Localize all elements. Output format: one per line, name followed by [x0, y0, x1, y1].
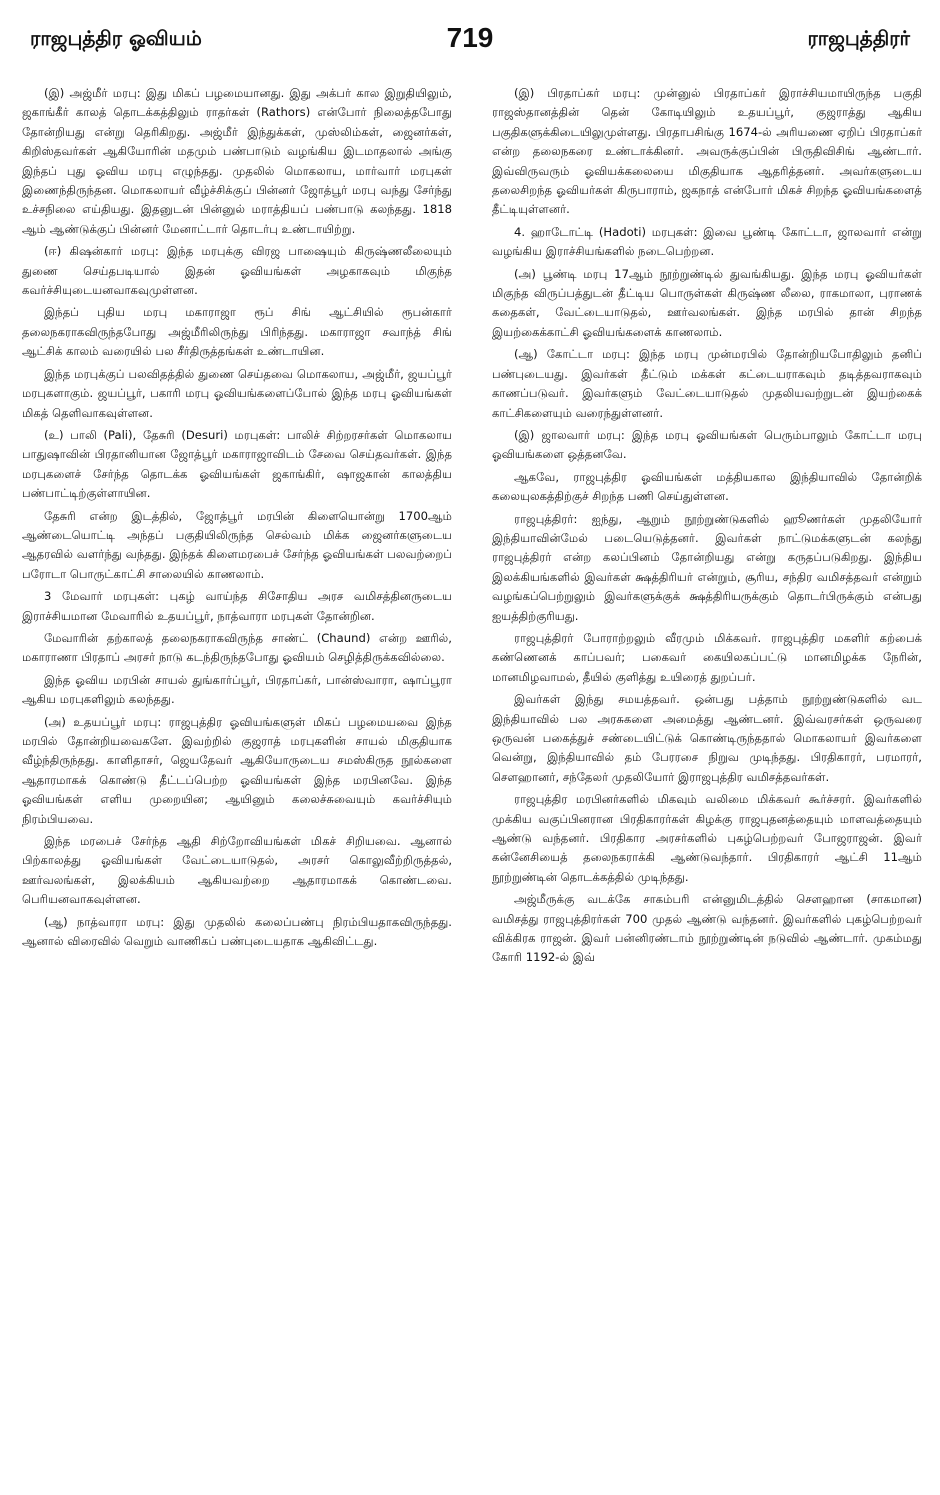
- paragraph: ராஜபுத்திரர் போராற்றலும் வீரமும் மிக்கவர். ராஜபுத்திர மகளிர் கற்பைக் கண்ணெனக் காப்பவர்; பகைவர் கையிலகப்பட்டு மானமிழக்க நேரின், மானமிழவாமல், தீயில் குளித்து உயிரைத் துறப்பர்.: [492, 630, 922, 684]
- running-title-left: ராஜபுத்திர ஓவியம்: [30, 26, 202, 50]
- paragraph: (உ) பாலி (Pali), தேசுரி (Desuri) மரபுகள்: பாலிச் சிற்றரசர்கள் மொகலாய பாதுஷாவின் பிரதானியான ஜோத்பூர் மகாராஜாவிடம் சேவை செய்தவர்கள். இந்த மரபுகளைச் சேர்ந்த தொடக்க ஓவியங்கள் ஜகாங்கிர், ஷாஜகான் காலத்திய பண்பாட்டிற்குள்ளாயின.: [22, 427, 452, 501]
- running-title-right: ராஜபுத்திரர்: [807, 26, 910, 50]
- paragraph: (அ) உதயப்பூர் மரபு: ராஜபுத்திர ஓவியங்களுள் மிகப் பழமையவை இந்த மரபில் தோன்றியவைகளே. இவற்றில் குஜராத் மரபுகளின் சாயல் மிகுதியாக வீழ்ந்திருந்தது. காளிதாசர், ஜெயதேவர் ஆகியோருடைய சமஸ்கிருத நூல்களை ஆதாரமாகக் கொண்டு தீட்டப்பெற்ற ஓவியங்கள் இந்த மரபினவே. இந்த ஓவியங்கள் எளிய முறையின; ஆயினும் கலைச்சுவையும் கவர்ச்சியும் நிரம்பியவை.: [22, 714, 452, 826]
- entry-paragraph: ராஜபுத்திரர்: ஐந்து, ஆறும் நூற்றுண்டுகளில் ஹூணர்கள் முதலியோர் இந்தியாவின்மேல் படையெடுத்தனர். இவர்கள் நாட்டுமக்களுடன் கலந்து ராஜபுத்திரர் என்ற கலப்பினம் தோன்றியது என்று கருதப்படுகிறது. இந்திய இலக்கியங்களில் இவர்கள் க்ஷத்திரியர் என்றும், சூரிய, சந்திர வமிசத்தவர் என்றும் வழங்கப்பெற்றுலும் இவர்களுக்குக் க்ஷத்திரியருக்கும் தொடர்பிருக்கும் என்பது ஐயத்திற்குரியது.: [492, 511, 922, 623]
- paragraph: இந்த மரபைச் சேர்ந்த ஆதி சிற்றோவியங்கள் மிகச் சிறியவை. ஆனால் பிற்காலத்து ஓவியங்கள் வேட்டையாடுதல், அரசர் கொலுவீற்றிருத்தல், ஊர்வலங்கள், இலக்கியம் ஆகியவற்றை ஆதாரமாகக் கொண்டவை. பெரியனவாகவுள்ளன.: [22, 834, 452, 907]
- paragraph: (இ) அஜ்மீர் மரபு: இது மிகப் பழமையானது. இது அக்பர் கால இறுதியிலும், ஜகாங்கீர் காலத் தொடக்கத்திலும் ராதர்கள் (Rathors) என்போர் நிலைத்தபோது தோன்றியது என்று தெரிகிறது. அஜ்மீர் இந்துக்கள், முஸ்லிம்கள், ஜைனர்கள், கிறிஸ்தவர்கள் ஆகியோரின் மதமும் பண்பாடும் வழங்கிய இடமாதலால் அங்கு இந்தப் புது ஓவிய மரபு எழுந்தது. முதலில் மொகலாய, மார்வார் மரபுகள் இணைந்திருந்தன. மொகலாயர் வீழ்ச்சிக்குப் பின்னர் ஜோத்பூர் மரபு வந்து சேர்ந்து உச்சநிலை எய்தியது. இதனுடன் பின்னுல் மராத்தியப் பண்பாடு கலந்தது. 1818 ஆம் ஆண்டுக்குப் பின்னர் மேனாட்டார் தொடர்பு உண்டாயிற்று.: [22, 86, 452, 236]
- paragraph: இந்த மரபுக்குப் பலவிதத்தில் துணை செய்தவை மொகலாய, அஜ்மீர், ஜயப்பூர் மரபுகளாகும். ஜயப்பூர், பகாரி மரபு ஓவியங்களைப்போல் இந்த மரபு ஓவியங்கள் மிகத் தெளிவாகவுள்ளன.: [22, 366, 452, 420]
- paragraph: ராஜபுத்திர மரபினர்களில் மிகவும் வலிமை மிக்கவர் கூர்ச்சரர். இவர்களில் முக்கிய வகுப்பினரான பிரதிகாரர்கள் கிழக்கு ராஜபுதனத்தையும் மாளவத்தையும் ஆண்டு வந்தனர். பிரதிகார அரசர்களில் புகழ்பெற்றவர் போஜராஜன். இவர் கன்னேசியைத் தலைநகராக்கி ஆண்டுவந்தார். பிரதிகாரர் ஆட்சி 11ஆம் நூற்றுண்டின் தொடக்கத்தில் முடிந்தது.: [492, 792, 922, 884]
- page-header: [30, 22, 910, 56]
- paragraph: 3 மேவார் மரபுகள்: புகழ் வாய்ந்த சிசோதிய அரச வமிசத்தினருடைய இராச்சியமான மேவாரில் உதயப்பூர், நாத்வாரா மரபுகள் தோன்றின.: [22, 589, 452, 623]
- paragraph: (ஆ) நாத்வாரா மரபு: இது முதலில் கலைப்பண்பு நிரம்பியதாகவிருந்தது. ஆனால் விரைவில் வெறும் வாணிகப் பண்புடையதாக ஆகிவிட்டது.: [22, 914, 452, 949]
- paragraph: இந்தப் புதிய மரபு மகாராஜா ரூப் சிங் ஆட்சியில் ரூபன்கார் தலைநகராகவிருந்தபோது அஜ்மீரிலிருந்து பிரிந்தது. மகாராஜா சவாந்த் சிங் ஆட்சிக் காலம் வரையில் பல சீர்திருத்தங்கள் உண்டாயின.: [22, 305, 452, 359]
- paragraph: அஜ்மீருக்கு வடக்கே சாகம்பரி என்னுமிடத்தில் சௌஹான (சாகமான) வமிசத்து ராஜபுத்திரர்கள் 700 முதல் ஆண்டு வந்தனர். இவர்களில் புகழ்பெற்றவர் விக்கிரக ராஜன். இவர் பன்னிரண்டாம் நூற்றுண்டின் நடுவில் ஆண்டார். முகம்மது கோரி 1192-ல் இவ்: [492, 892, 922, 965]
- paragraph: 4. ஹாடோட்டி (Hadoti) மரபுகள்: இவை பூண்டி கோட்டா, ஜாலவார் என்று வழங்கிய இராச்சியங்களில் நடைபெற்றன.: [492, 224, 922, 259]
- right-column: [492, 84, 922, 1444]
- paragraph: மேவாரின் தற்காலத் தலைநகராகவிருந்த சாண்ட் (Chaund) என்ற ஊரில், மகாராணா பிரதாப் அரசர் நாடு கடந்திருந்தபோது ஓவியம் செழித்திருக்கவில்லை.: [22, 630, 452, 665]
- page-number: 719: [446, 22, 494, 53]
- paragraph: இந்த ஓவிய மரபின் சாயல் துங்கார்ப்பூர், பிரதாப்கர், பான்ஸ்வாரா, ஷாப்பூரா ஆகிய மரபுகளிலும் கலந்தது.: [22, 672, 452, 707]
- paragraph: ஆகவே, ராஜபுத்திர ஓவியங்கள் மத்தியகால இந்தியாவில் தோன்றிக் கலையுலகத்திற்குச் சிறந்த பணி செய்துள்ளன.: [492, 469, 922, 504]
- left-column: [22, 84, 452, 1444]
- paragraph: (இ) பிரதாப்கர் மரபு: முன்னுல் பிரதாப்கர் இராச்சியமாயிருந்த பகுதி ராஜஸ்தானத்தின் தென் கோடியிலும் உதயப்பூர், குஜராத்து ஆகிய பகுதிகளுக்கிடையிலுமுள்ளது. பிரதாபசிங்கு 1674-ல் அரியணை ஏறிப் பிரதாப்கர் என்ற தலைநகரை உண்டாக்கினர். அவருக்குப்பின் பிருதிவிசிங் ஆண்டார். இவ்விருவரும் ஓவியக்கலையை மிகுதியாக ஆதரித்தனர். அவர்களுடைய தலைசிறந்த ஓவியர்கள் கிருபாராம், ஜகநாத் என்போர் மிகச் சிறந்த ஓவியங்களைத் தீட்டியுள்ளனர்.: [492, 86, 922, 217]
- paragraph: (ஈ) கிஷன்கார் மரபு: இந்த மரபுக்கு விரஜ பாஷையும் கிருஷ்ணலீலையும் துணை செய்தபடியால் இதன் ஓவியங்கள் அழகாகவும் மிகுந்த கவர்ச்சியுடையனவாகவுமுள்ளன.: [22, 244, 452, 298]
- paragraph: (ஆ) கோட்டா மரபு: இந்த மரபு முன்மரபில் தோன்றியபோதிலும் தனிப் பண்புடையது. இவர்கள் தீட்டும் மக்கள் கட்டையராகவும் தடித்தவராகவும் காணப்படுவர். இவர்களும் வேட்டையாடுதல் முதலியவற்றுடன் இயற்கைக் காட்சிகளையும் வரைந்துள்ளனர்.: [492, 347, 922, 420]
- paragraph: (அ) பூண்டி மரபு 17ஆம் நூற்றுண்டில் துவங்கியது. இந்த மரபு ஓவியர்கள் மிகுந்த விருப்பத்துடன் தீட்டிய பொருள்கள் கிருஷ்ண லீலை, ராகமாலா, புராணக் கதைகள், வேட்டையாடுதல், ஊர்வலங்கள். இந்த மரபில் தான் சிறந்த இயற்கைக்காட்சி ஓவியங்களைக் காணலாம்.: [492, 266, 922, 339]
- paragraph: (இ) ஜாலவார் மரபு: இந்த மரபு ஓவியங்கள் பெரும்பாலும் கோட்டா மரபு ஓவியங்களை ஒத்தனவே.: [492, 427, 922, 462]
- paragraph: இவர்கள் இந்து சமயத்தவர். ஒன்பது பத்தாம் நூற்றுண்டுகளில் வட இந்தியாவில் பல அரசுகளை அமைத்து ஆண்டனர். இவ்வரசர்கள் ஒருவரை ஒருவன் பகைத்துச் சண்டையிட்டுக் கொண்டிருந்ததால் மொகலாயர் இவர்களை வென்று, இந்தியாவில் தம் பேரரசை நிறுவ முடிந்தது. பிரதிகாரர், பரமாரர், சௌஹானர், சந்தேலர் முதலியோர் இராஜபுத்திர வமிசத்தவர்கள்.: [492, 692, 922, 784]
- paragraph: தேசுரி என்ற இடத்தில், ஜோத்பூர் மரபின் கிளையொன்று 1700ஆம் ஆண்டையொட்டி அந்தப் பகுதியிலிருந்த செல்வம் மிக்க ஜைனர்களுடைய ஆதரவில் வளர்ந்து வந்தது. இந்தக் கிளைமரபைச் சேர்ந்த ஓவியங்கள் பலவற்றைப் பரோடா பொருட்காட்சி சாலையில் காணலாம்.: [22, 508, 452, 581]
